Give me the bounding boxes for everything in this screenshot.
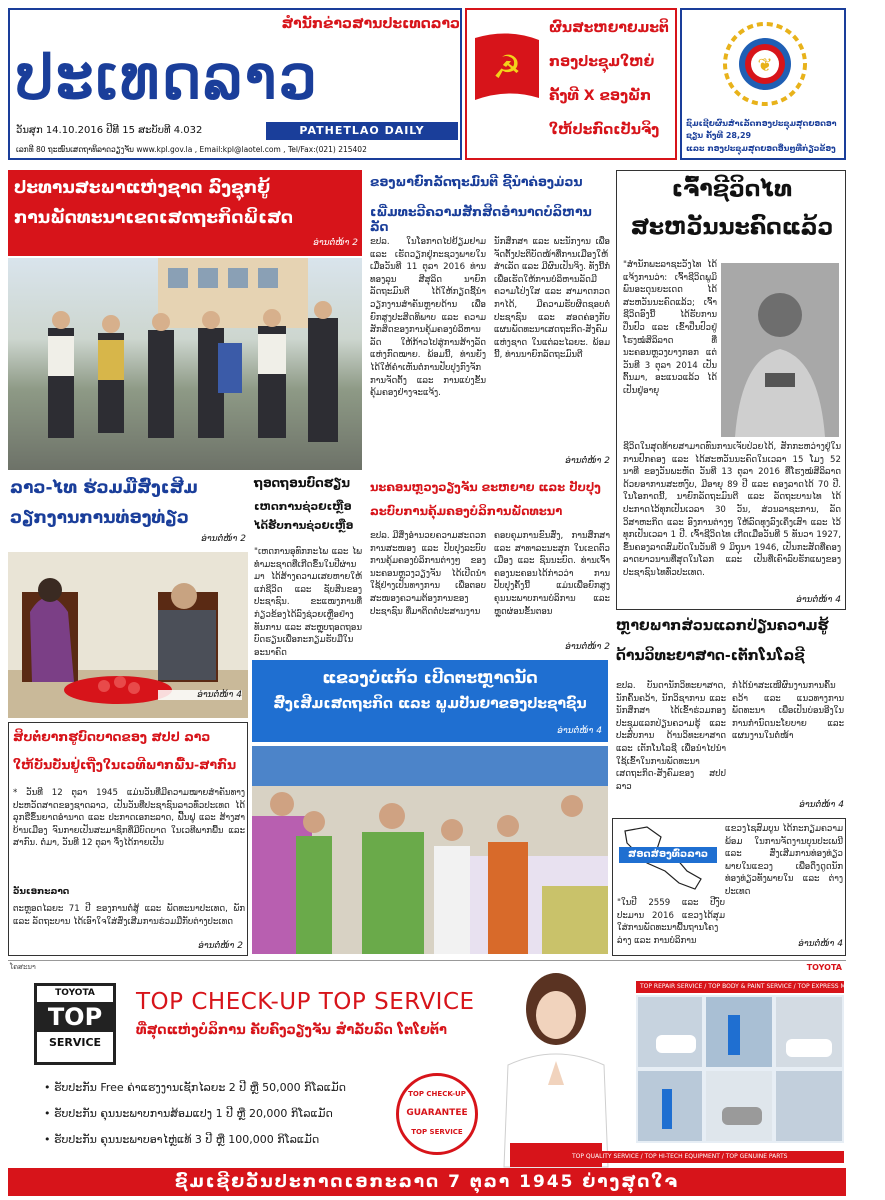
story-relief-lessons[interactable] xyxy=(252,474,362,656)
story-lao-thai-tourism[interactable] xyxy=(8,474,248,548)
party-box-line1: ຜົນສະຫຍາຍມະຕິ xyxy=(549,20,669,36)
masthead xyxy=(8,8,462,160)
continued-link[interactable]: ອ່ານຕໍ່ໜ້າ 4 xyxy=(796,595,841,605)
article-body: ແຂວງໄຊສົມບູນ ໄດ້ກະກຽມຄວາມພ້ອມ ໃນການຈັດງານບຸນປະເພນີ ແລະ ສົ່ງເສີມການທ່ອງທ່ຽວ ພາຍໃນແຂວງ ເພື່ອດຶງດູດນັກທ່ອງທ່ຽວທັງພາຍໃນ ແລະ ຕ່າງປະເທດ xyxy=(725,824,843,897)
continued-link[interactable]: ອ່ານຕໍ່ໜ້າ 2 xyxy=(313,238,358,248)
ad-bullet: • ຮັບປະກັນ ຄຸນນະພາບອາໄຫຼ່ແທ້ 3 ປີ ຫຼື 100,000 ກິໂລແມັດ xyxy=(44,1133,320,1146)
service-photos xyxy=(636,995,844,1143)
headline-line: ລະບົບການຄຸ້ມຄອງບໍລິການພັດທະນາ xyxy=(370,504,563,518)
party-box-line2: ກອງປະຊຸມໃຫຍ່ xyxy=(549,54,655,70)
headline-line: ເຈົ້າຊີວິດໄທ xyxy=(671,177,793,202)
headline-line: ດ້ານວິທະຍາສາດ-ເຕັກໂນໂລຊີ xyxy=(616,648,805,664)
story-prime-minister[interactable] xyxy=(368,170,612,472)
article-body: "ໃນປີ 2559 ແລະ ປີງົບປະມານ 2016 ແຂວງໄດ້ສຸມໃສ່ການພັດທະນາພື້ນຖານໂຄງລ່າງ ແລະ ການບໍລິການ xyxy=(617,898,725,946)
emphasis-phrase: ວັນເອກະລາດ xyxy=(13,887,70,897)
toyota-advertisement[interactable] xyxy=(8,960,885,1166)
svg-text:❦: ❦ xyxy=(757,55,773,76)
headline-line: ວຽກງານການທ່ອງທ່ຽວ xyxy=(10,508,189,528)
ad-bullet: • ຮັບປະກັນ ຄຸນນະພາບການສ້ອມແປງ 1 ປີ ຫຼື 20,000 ກິໂລແມັດ xyxy=(44,1107,333,1120)
tourism-meeting-photo xyxy=(8,552,248,718)
ad-bottom-strip: TOP QUALITY SERVICE / TOP HI-TECH EQUIPMENT / TOP GENUINE PARTS xyxy=(568,1151,844,1163)
story-vientiane-services[interactable] xyxy=(368,476,612,656)
article-body: ຊີວິດໃນສຸດທ້າຍສາມາດທົນການເຈັບປ່ວຍໄດ້, ສັກກະຫວ່າງຢູ່ໃນການປົກຄອງ ແລະ ໄດ້ສະຫວັນນະຄົດໃນເວລາ 15 ໂມງ 52 ນາທີ ຂອງວັນພະຫັດ ວັນທີ 13 ຕຸລາ 2016 ທີ່ໂຮງໝໍສິລິລາດ ດ້ວຍອາການສະຫງົບ, ມີອາຍຸ 89 ປີ ແລະ ຄອງລາດໄດ້ 70 ປີ. ໃນໂອກາດນີ້, ນາຍົກລັດຖະມົນຕີ ແລະ ລັດຖະບານໄທ ໄດ້ປະກາດໄວ້ທຸກເປັນເວລາ 30 ວັນ, ສ່ວນລາຊະການ, ລັດວິສາຫະກິດ ແລະ ອົງການຕ່າງໆ ໃຫ້ລົດທຸງລົງເຄິ່ງເສົາ ແລະ ໄວ້ທຸກເປັນເວລາ 1 ປີ. ເຈົ້າຊີວິດໄທ ເກີດເມື່ອວັນທີ 5 ທັນວາ 1927, ຂຶ້ນຄອງລາດສົມບັດໃນວັນທີ 9 ມິຖຸນາ 1946, ເປັນກະສັດທີ່ຄອງລາດຍາວນານທີ່ສຸດໃນໂລກ ແລະ ເປັນທີ່ເຄົາລົບຮັກແພງຂອງປະຊາຊົນໄທທົ່ວປະເທດ. xyxy=(623,442,841,578)
article-body: "ສຳນັກພະລາຊະວັງໄທ ໄດ້ແຈ້ງການວ່າ: ເຈົ້າຊີວິດພູມິພົນອະດຸນຍະເດດ ໄດ້ສະຫວັນນະຄົດແລ້ວ; ເຈົ້າຊີວິດອົງນີ້ ໄດ້ຮັບການປິ່ນປົວ ແລະ ເຂົ້າປິ່ນປົວຢູ່ໂຮງໝໍສິລິລາດ ທີ່ນະຄອນຫຼວງບາງກອກ ແຕ່ວັນທີ 3 ຕຸລາ 2014 ເປັນຕົ້ນມາ, ອະແນວແລ້ວ ໄດ້ເປັນຢູ່ອາຍຸ xyxy=(623,260,717,396)
ad-subheadline: ທີ່ສຸດແຫ່ງບໍລິການ ຄັບຄົງວຽງຈັນ ສຳລັບລົດ ໂຕໂຍຕ້າ xyxy=(136,1023,447,1038)
article-body: ຂປລ. ໃນໂອກາດໄປຢ້ຽມຢາມ ແລະ ເຮັດວຽກຢູ່ກະຊວງພາຍໃນ ເມື່ອວັນທີ 11 ຕຸລາ 2016 ທ່ານທອງລຸນ ສີສຸລິດ ນາຍົກລັດຖະມົນຕີ ໄດ້ໃຫ້ກຽດຊີ້ນຳວຽກງານສຳຄັນຫຼາຍດ້ານ ເພື່ອຍົກສູງປະສິດທິພາບ ແລະ ຄວາມສັກສິດຂອງການຄຸ້ມຄອງບໍລິຫານລັດ ໃຫ້ກ້າວໄປສູ່ການສ້າງລັດແຫ່ງກົດໝາຍ. ພ້ອມນີ້, ທ່ານຍັງໄດ້ໃຫ້ຄຳເຫັນຕໍ່ການປັບປຸງກົງຈັກການຈັດຕັ້ງ ແລະ ການແບ່ງຂັ້ນຄຸ້ມຄອງຢ່າງຈະແຈ້ງ. xyxy=(370,237,486,399)
headline-line: ຖອດຖອນບົດຮຽນ xyxy=(254,476,350,490)
asean-box-line2: ແລະ ກອງປະຊຸມສຸດຍອດອື່ນໆທີ່ກ່ຽວຂ້ອງ xyxy=(686,144,836,153)
independence-banner xyxy=(8,1168,846,1196)
top-service-badge xyxy=(34,983,116,1065)
continued-link[interactable]: ອ່ານຕໍ່ໜ້າ 4 xyxy=(557,726,602,736)
article-body: ຕະຫຼອດໄລຍະ 71 ປີ ຂອງການຕໍ່ສູ້ ແລະ ພັດທະນາປະເທດ, ພັກ ແລະ ລັດຖະບານ ໄດ້ເອົາໃຈໃສ່ສົ່ງເສີມການຮ່ວມມືກັບຕ່າງປະເທດ xyxy=(13,904,245,927)
svg-text:☭: ☭ xyxy=(492,48,522,86)
party-box-line3: ຄັ້ງທີ X ຂອງພັກ xyxy=(549,88,652,104)
party-flag xyxy=(473,28,543,108)
ad-label: ໂຄສະນາ xyxy=(10,963,36,971)
headline-line: ລາວ-ໄທ ຮ່ວມມືສົ່ງເສີມ xyxy=(10,478,198,498)
guarantee-stamp xyxy=(396,1073,478,1155)
date-line: ວັນສຸກ 14.10.2016 ປີທີ 15 ສະບັບທີ 4.032 xyxy=(16,125,203,136)
story-bokeo-market-headline[interactable] xyxy=(252,660,608,742)
article-body: ນັກສຶກສາ ແລະ ພະນັກງານ ເພື່ອຈັດຕັ້ງປະຕິບັດໜ້າທີ່ການເມືອງໃຫ້ສຳເລັດ ແລະ ມີຜົນເປັນຈິງ. ທັງນີ້ກໍເພື່ອເຮັດໃຫ້ການບໍລິຫານລັດມີຄວາມໂປ່ງໃສ ແລະ ສາມາດກວດກາໄດ້, ມີຄວາມຮັບຜິດຊອບຕໍ່ປະຊາຊົນ ແລະ ສອດຄ່ອງກັບແຜນພັດທະນາເສດຖະກິດ-ສັງຄົມແຫ່ງຊາດ ໃນແຕ່ລະໄລຍະ. ພ້ອມນີ້, ທ່ານນາຍົກລັດຖະມົນຕີ xyxy=(494,237,610,361)
asean-logo xyxy=(712,16,818,112)
story-around-laos[interactable] xyxy=(612,818,846,956)
headline-line: ສິບຕໍ່ຍາກຮູບົດບາດຂອງ ສປປ ລາວ xyxy=(13,729,211,744)
newspaper-subtitle: PATHETLAO DAILY xyxy=(266,122,458,140)
headline-line: ໄດ້ຮັບການຊ່ວຍເຫຼືອ xyxy=(254,520,354,532)
badge-top: TOP xyxy=(37,1002,113,1032)
ad-headline: TOP CHECK-UP TOP SERVICE xyxy=(136,989,475,1015)
thai-king-portrait xyxy=(721,263,839,437)
stamp-line: TOP CHECK-UP xyxy=(408,1090,466,1098)
badge-service: SERVICE xyxy=(48,1036,102,1049)
stamp-line: TOP SERVICE xyxy=(411,1128,463,1136)
around-laos-label: ສອດສ່ອງທົ່ວລາວ xyxy=(619,847,717,863)
bokeo-market-photo xyxy=(252,746,608,954)
agency-name: ສຳນັກຂ່າວສານປະເທດລາວ xyxy=(281,16,460,32)
asean-box-line1: ຊົມເຊີຍຜົນສຳເລັດກອງປະຊຸມສຸດຍອດອາຊຽນ ຄັ້ງທີ 28,29 xyxy=(686,119,837,140)
continued-link[interactable]: ອ່ານຕໍ່ໜ້າ 4 xyxy=(158,690,242,700)
national-assembly-photo xyxy=(8,258,362,470)
headline-line: ຫຼາຍພາກສ່ວນແລກປ່ຽນຄວາມຮູ້ xyxy=(616,618,829,634)
headline-line: ປະທານສະພາແຫ່ງຊາດ ລົງຊຸກຍູ້ xyxy=(14,178,271,198)
ad-top-strip: TOP REPAIR SERVICE / TOP BODY & PAINT SERVICE / TOP EXPRESS MAINTENANCE xyxy=(636,981,844,993)
continued-link[interactable]: ອ່ານຕໍ່ໜ້າ 4 xyxy=(798,939,843,949)
article-body: ກໍໄດ້ນຳສະເໜີຜົນງານການຄົ້ນຄວ້າ ແລະ ແນວທາງການພັດທະນາ ເພື່ອເປັນບ່ອນອີງໃນການກຳນົດນະໂຍບາຍ ແລະ ແຜນງານໃນຕໍ່ໜ້າ xyxy=(732,681,844,742)
headline-line: ແຂວງບໍ່ແກ້ວ ເປີດຕະຫຼາດນັດ xyxy=(322,668,538,687)
stamp-line: GUARANTEE xyxy=(406,1108,468,1118)
continued-link[interactable]: ອ່ານຕໍ່ໜ້າ 2 xyxy=(565,456,610,466)
continued-link[interactable]: ອ່ານຕໍ່ໜ້າ 2 xyxy=(565,642,610,652)
article-body: ຂປລ. ບັນດານັກວິທະຍາສາດ, ນັກຄົ້ນຄວ້າ, ນັກວິຊາການ ແລະ ນັກສຶກສາ ໄດ້ເຂົ້າຮ່ວມກອງປະຊຸມແລກປ່ຽນຄວາມຮູ້ ແລະ ປະສົບການ ດ້ານວິທະຍາສາດ ແລະ ເຕັກໂນໂລຊີ ເພື່ອນຳໄປນຳໃຊ້ເຂົ້າໃນການພັດທະນາເສດຖະກິດ-ສັງຄົມຂອງ ສປປ ລາວ xyxy=(616,681,726,792)
headline-line: ສະຫວັນນະຄົດແລ້ວ xyxy=(630,215,834,240)
story-science-technology[interactable] xyxy=(612,614,846,814)
story-independence-role[interactable] xyxy=(8,722,248,956)
newspaper-title: ປະເທດລາວ xyxy=(16,43,319,113)
article-body: ຂປລ. ມີສິ່ງອຳນວຍຄວາມສະດວກ ການສະໜອງ ແລະ ປັບປຸງລະບົບການຄຸ້ມຄອງບໍລິການຕ່າງໆ ຂອງນະຄອນຫຼວງວຽງຈັນ ໄດ້ເປີດນຳໃຊ້ຢ່າງເປັນທາງການ ເພື່ອຕອບສະໜອງຄວາມຕ້ອງການຂອງປະຊາຊົນ ທີ່ມາຕິດຕໍ່ປະສານງານ xyxy=(370,531,487,617)
ad-model-figure xyxy=(486,965,626,1167)
headline-line: ການພັດທະນາເຂດເສດຖະກິດພິເສດ xyxy=(14,208,294,228)
story-national-assembly-headline[interactable] xyxy=(8,170,362,256)
continued-link[interactable]: ອ່ານຕໍ່ໜ້າ 2 xyxy=(198,941,243,951)
contact-line: ເລກທີ 80 ຖະໜົນເສດຖາທິລາດວຽງຈັນ www.kpl.gov.la , Email:kpl@laotel.com , Tel/Fax:(021) 215402 xyxy=(16,145,367,154)
headline-line: ເພີ່ມທະວີຄວາມສັກສິດອຳນາດບໍລິຫານລັດ xyxy=(370,204,592,234)
asean-summit-box xyxy=(680,8,846,160)
banner-text: ຊົມເຊີຍວັນປະກາດເອກະລາດ 7 ຕຸລາ 1945 ຍ່າງສຸດໃຈ xyxy=(174,1172,680,1192)
continued-link[interactable]: ອ່ານຕໍ່ໜ້າ 2 xyxy=(201,534,246,544)
ad-brand-small: TOYOTA xyxy=(806,963,842,972)
article-body: "ເຫດການອຸທົກກະໄພ ແລະ ໄພທຳມະຊາດທີ່ເກີດຂຶ້ນໃນປີຜ່ານມາ ໄດ້ສ້າງຄວາມເສຍຫາຍໃຫ້ແກ່ຊີວິດ ແລະ ຊັບສິນຂອງປະຊາຊົນ. ຂະແໜງການທີ່ກ່ຽວຂ້ອງໄດ້ລົງຊ່ວຍເຫຼືອຢ່າງທັນການ ແລະ ສະຫຼຸບຖອດຖອນບົດຮຽນເພື່ອກະກຽມຮັບມືໃນອະນາຄົດ xyxy=(254,547,362,658)
headline-line: ຂອງພາຍົກລັດຖະມົນຕີ ຊີ້ນຳຄ່ອງມ່ວນ xyxy=(370,174,583,189)
story-thai-king[interactable] xyxy=(616,170,846,610)
article-body: ຄອບຄຸມການຂົນສົ່ງ, ການສຶກສາ ແລະ ສາທາລະນະສຸກ ໃນເຂດຕົວເມືອງ ແລະ ຊົນນະບົດ. ທ່ານເຈົ້າຄອງນະຄອນໄດ້ກ່າວວ່າ ການປັບປຸງຄັ້ງນີ້ ແມ່ນເພື່ອຍົກສູງຄຸນນະພາບການບໍລິການ ແລະ ຫຼຸດຜ່ອນຂັ້ນຕອນ xyxy=(494,531,610,617)
ad-bullet: • ຮັບປະກັນ Free ຄ່າແຮງງານເຊັກໄລຍະ 2 ປີ ຫຼື 50,000 ກິໂລແມັດ xyxy=(44,1081,347,1094)
article-body: * ວັນທີ 12 ຕຸລາ 1945 ແມ່ນວັນທີ່ມີຄວາມໝາຍສຳຄັນທາງປະຫວັດສາດຂອງຊາດລາວ, ເປັນວັນທີ່ປະຊາຊົນລາວທົ່ວປະເທດ ໄດ້ລຸກຮືຂຶ້ນຍາດອຳນາດ ແລະ ປະກາດເອກະລາດ, ຟື້ນຟູ ແລະ ສ້າງສາບ້ານເມືອງ ຈົນກາຍເປັນສະມາຊິກທີ່ມີບົດບາດ ໃນເວທີພາກພື້ນ ແລະ ສາກົນ. ຕໍ່ມາ, ວັນທີ 12 ຕຸລາ ຈຶ່ງໄດ້ກາຍເປັນ xyxy=(13,788,245,849)
headline-line: ເຫດການຊ່ວຍເຫຼືອ xyxy=(254,500,352,513)
party-resolution-box xyxy=(465,8,677,160)
badge-brand: TOYOTA xyxy=(55,988,95,998)
headline-line: ສົ່ງເສີມເສດຖະກິດ ແລະ ພູມປັນຍາຂອງປະຊາຊົນ xyxy=(273,696,587,712)
headline-line: ໃຫ້ບັນບັ່ນຢູ່ເຖີ່ງໃນເວທີພາກພື້ນ-ສາກົນ xyxy=(13,757,237,772)
headline-line: ນະຄອນຫຼວງວຽງຈັນ ຂະຫຍາຍ ແລະ ປັບປຸງ xyxy=(370,480,601,494)
party-box-line4: ໃຫ້ປະກົດເປັນຈິງ xyxy=(549,122,660,138)
continued-link[interactable]: ອ່ານຕໍ່ໜ້າ 4 xyxy=(799,800,844,810)
